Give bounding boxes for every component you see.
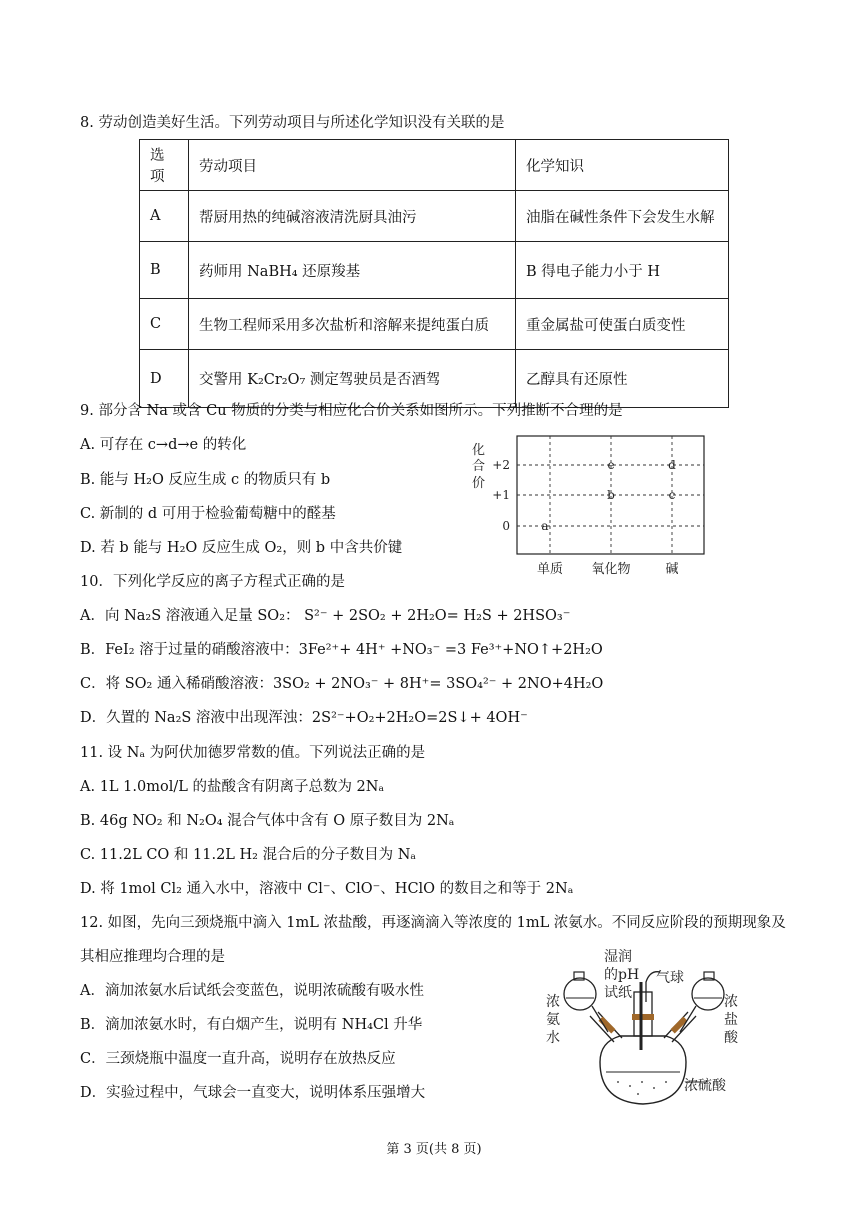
header-labor: 劳动项目 [189, 140, 516, 191]
label-ammonia-1: 浓 [546, 994, 560, 1010]
row-labor: 交警用 K₂Cr₂O₇ 测定驾驶员是否酒驾 [189, 350, 516, 408]
q11-option-c: C. 11.2L CO 和 11.2L H₂ 混合后的分子数目为 Nₐ [80, 847, 416, 863]
ylabel-1: 化 [472, 443, 486, 458]
q9-stem: 9. 部分含 Na 或含 Cu 物质的分类与相应化合价关系如图所示。下列推断不合理的是 [80, 403, 623, 419]
row-labor: 生物工程师采用多次盐析和溶解来提纯蛋白质 [189, 299, 516, 350]
label-hcl-2: 盐 [724, 1012, 738, 1028]
table-header-row [140, 140, 729, 191]
point-e: e [607, 458, 615, 472]
row-option: C [140, 299, 189, 350]
ytick: 0 [502, 519, 510, 533]
row-chem: 重金属盐可使蛋白质变性 [516, 299, 729, 350]
ylabel-2: 合 [472, 459, 486, 474]
row-labor: 药师用 NaBH₄ 还原羧基 [189, 242, 516, 299]
q9-option-c: C. 新制的 d 可用于检验葡萄糖中的醛基 [80, 506, 336, 522]
xtick: 氧化物 [591, 562, 631, 577]
center-stopper [632, 1014, 654, 1020]
q11-option-b: B. 46g NO₂ 和 N₂O₄ 混合气体中含有 O 原子数目为 2Nₐ [80, 813, 455, 829]
row-chem: 乙醇具有还原性 [516, 350, 729, 408]
label-ph-paper-2: 的pH [604, 967, 640, 983]
flask-body [600, 1036, 686, 1104]
valence-chart [462, 430, 712, 580]
q12-option-d: D．实验过程中，气球会一直变大，说明体系压强增大 [80, 1085, 426, 1101]
apparatus-diagram [538, 942, 768, 1107]
point-a: a [541, 519, 549, 533]
q8-table [139, 139, 729, 408]
q12-stem-line1: 12. 如图，先向三颈烧瓶中滴入 1mL 浓盐酸，再逐滴滴入等浓度的 1mL 浓氨水。不同反应阶段的预期现象及 [80, 915, 786, 931]
table-row [140, 242, 729, 299]
label-h2so4: 浓硫酸 [684, 1078, 726, 1094]
label-ph-paper-1: 湿润 [604, 949, 632, 965]
row-chem: B 得电子能力小于 H [516, 242, 729, 299]
point-d: d [668, 458, 676, 472]
label-hcl-3: 酸 [724, 1030, 738, 1046]
row-option: A [140, 191, 189, 242]
q10-option-a: A．向 Na₂S 溶液通入足量 SO₂： S²⁻ + 2SO₂ + 2H₂O= H₂S + 2HSO₃⁻ [80, 608, 571, 624]
q10-option-d: D．久置的 Na₂S 溶液中出现浑浊：2S²⁻+O₂+2H₂O=2S↓+ 4OH⁻ [80, 710, 528, 726]
q11-option-a: A. 1L 1.0mol/L 的盐酸含有阴离子总数为 2Nₐ [80, 779, 385, 795]
label-hcl-1: 浓 [724, 994, 738, 1010]
q10-option-c: C．将 SO₂ 通入稀硝酸溶液：3SO₂ + 2NO₃⁻ + 8H⁺= 3SO₄²⁻ + 2NO+4H₂O [80, 676, 604, 692]
ytick: +1 [492, 488, 510, 502]
label-ph-paper-3: 试纸 [604, 985, 632, 1001]
row-labor: 帮厨用热的纯碱溶液清洗厨具油污 [189, 191, 516, 242]
xtick: 单质 [536, 562, 564, 577]
xtick: 碱 [665, 562, 679, 577]
label-ammonia-2: 氨 [546, 1012, 560, 1028]
q12-option-a: A．滴加浓氨水后试纸会变蓝色，说明浓硫酸有吸水性 [80, 983, 424, 999]
ytick: +2 [492, 458, 510, 472]
q9-option-b: B. 能与 H₂O 反应生成 c 的物质只有 b [80, 472, 331, 488]
q9-option-a: A. 可存在 c→d→e 的转化 [80, 437, 247, 453]
row-option: B [140, 242, 189, 299]
label-ammonia-3: 水 [546, 1030, 560, 1046]
q9-option-d: D. 若 b 能与 H₂O 反应生成 O₂，则 b 中含共价键 [80, 540, 403, 556]
label-balloon: 气球 [656, 970, 684, 986]
point-b: b [607, 488, 615, 502]
row-chem: 油脂在碱性条件下会发生水解 [516, 191, 729, 242]
q12-option-c: C．三颈烧瓶中温度一直升高，说明存在放热反应 [80, 1051, 396, 1067]
q8-stem: 8. 劳动创造美好生活。下列劳动项目与所述化学知识没有关联的是 [80, 115, 505, 131]
table-row [140, 299, 729, 350]
row-option: D [140, 350, 189, 408]
table-row [140, 350, 729, 408]
q11-option-d: D. 将 1mol Cl₂ 通入水中，溶液中 Cl⁻、ClO⁻、HClO 的数目之和等于 2Nₐ [80, 881, 574, 897]
q10-stem: 10．下列化学反应的离子方程式正确的是 [80, 574, 345, 590]
q10-option-b: B．FeI₂ 溶于过量的硝酸溶液中：3Fe²⁺+ 4H⁺ +NO₃⁻ =3 Fe³⁺+NO↑+2H₂O [80, 642, 603, 658]
header-chem: 化学知识 [516, 140, 729, 191]
hcl-funnel [692, 978, 724, 1010]
q12-option-b: B．滴加浓氨水时，有白烟产生，说明有 NH₄Cl 升华 [80, 1017, 423, 1033]
ylabel-3: 价 [472, 476, 486, 491]
page-footer: 第 3 页(共 8 页) [386, 1142, 482, 1157]
point-c: c [668, 488, 676, 502]
q12-stem-line2: 其相应推理均合理的是 [80, 949, 225, 965]
ammonia-funnel [564, 978, 596, 1010]
header-option: 选项 [140, 140, 189, 191]
q11-stem: 11. 设 Nₐ 为阿伏加德罗常数的值。下列说法正确的是 [80, 745, 426, 761]
table-row [140, 191, 729, 242]
